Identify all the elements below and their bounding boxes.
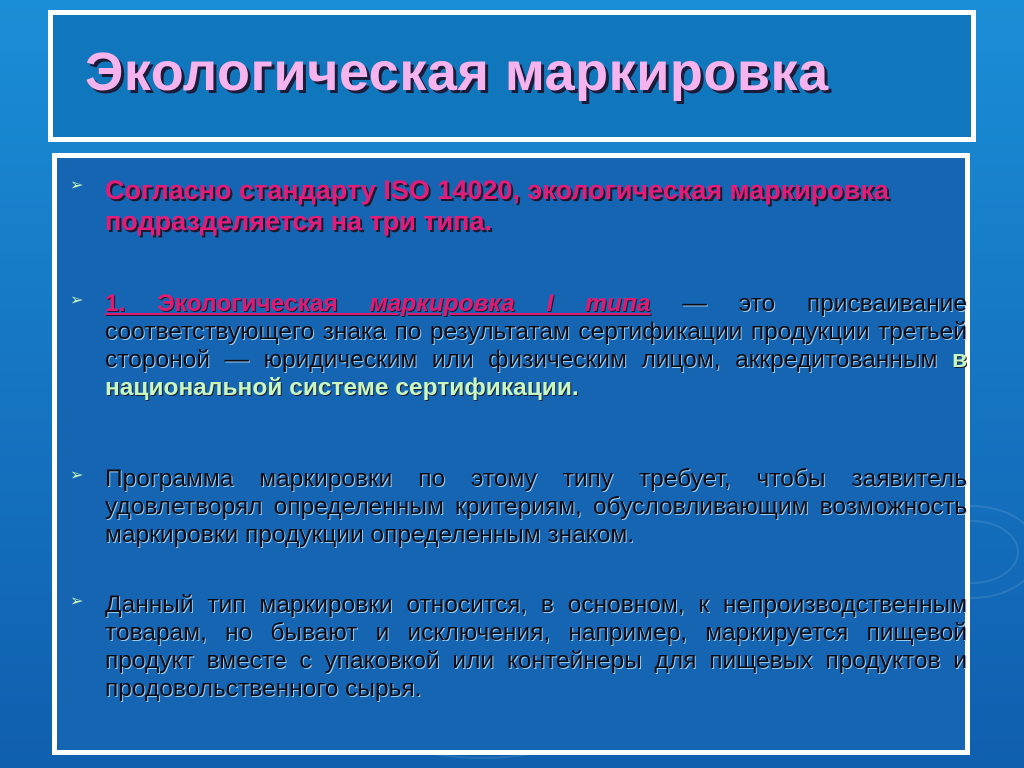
arrow-bullet-icon: ➢ [70, 290, 84, 309]
intro-paragraph: Согласно стандарту ISO 14020, экологическая маркировка подразделяется на три типа. [105, 175, 889, 236]
program-paragraph: Программа маркировки по этому типу требует, чтобы заявитель удовлетворял определенным критериям, обусловливающим возможность маркировки продукции определенным знаком. [105, 465, 967, 548]
arrow-bullet-icon: ➢ [70, 591, 84, 610]
slide-title: Экологическая маркировка [85, 42, 829, 102]
title-frame [48, 10, 976, 142]
scope-paragraph: Данный тип маркировки относится, в основном, к непроизводственным товарам, но бывают и исключения, например, маркируется пищевой продукт вместе с упаковкой или контейнеры для пищевых продуктов и продовольственного сырья. [105, 591, 967, 702]
arrow-bullet-icon: ➢ [70, 465, 84, 484]
type1-definition: — это присваивание соответствующего знака по результатам сертификации продукции третьей стороной — юридическим или физическим лицом, аккредитованным [105, 290, 967, 373]
type1-term: 1. Экологическая маркировка I типа [105, 290, 651, 317]
type1-paragraph [105, 290, 967, 402]
content-frame [52, 153, 970, 755]
arrow-bullet-icon: ➢ [70, 175, 84, 194]
certification-system-highlight: в национальной системе сертификации. [105, 346, 967, 401]
